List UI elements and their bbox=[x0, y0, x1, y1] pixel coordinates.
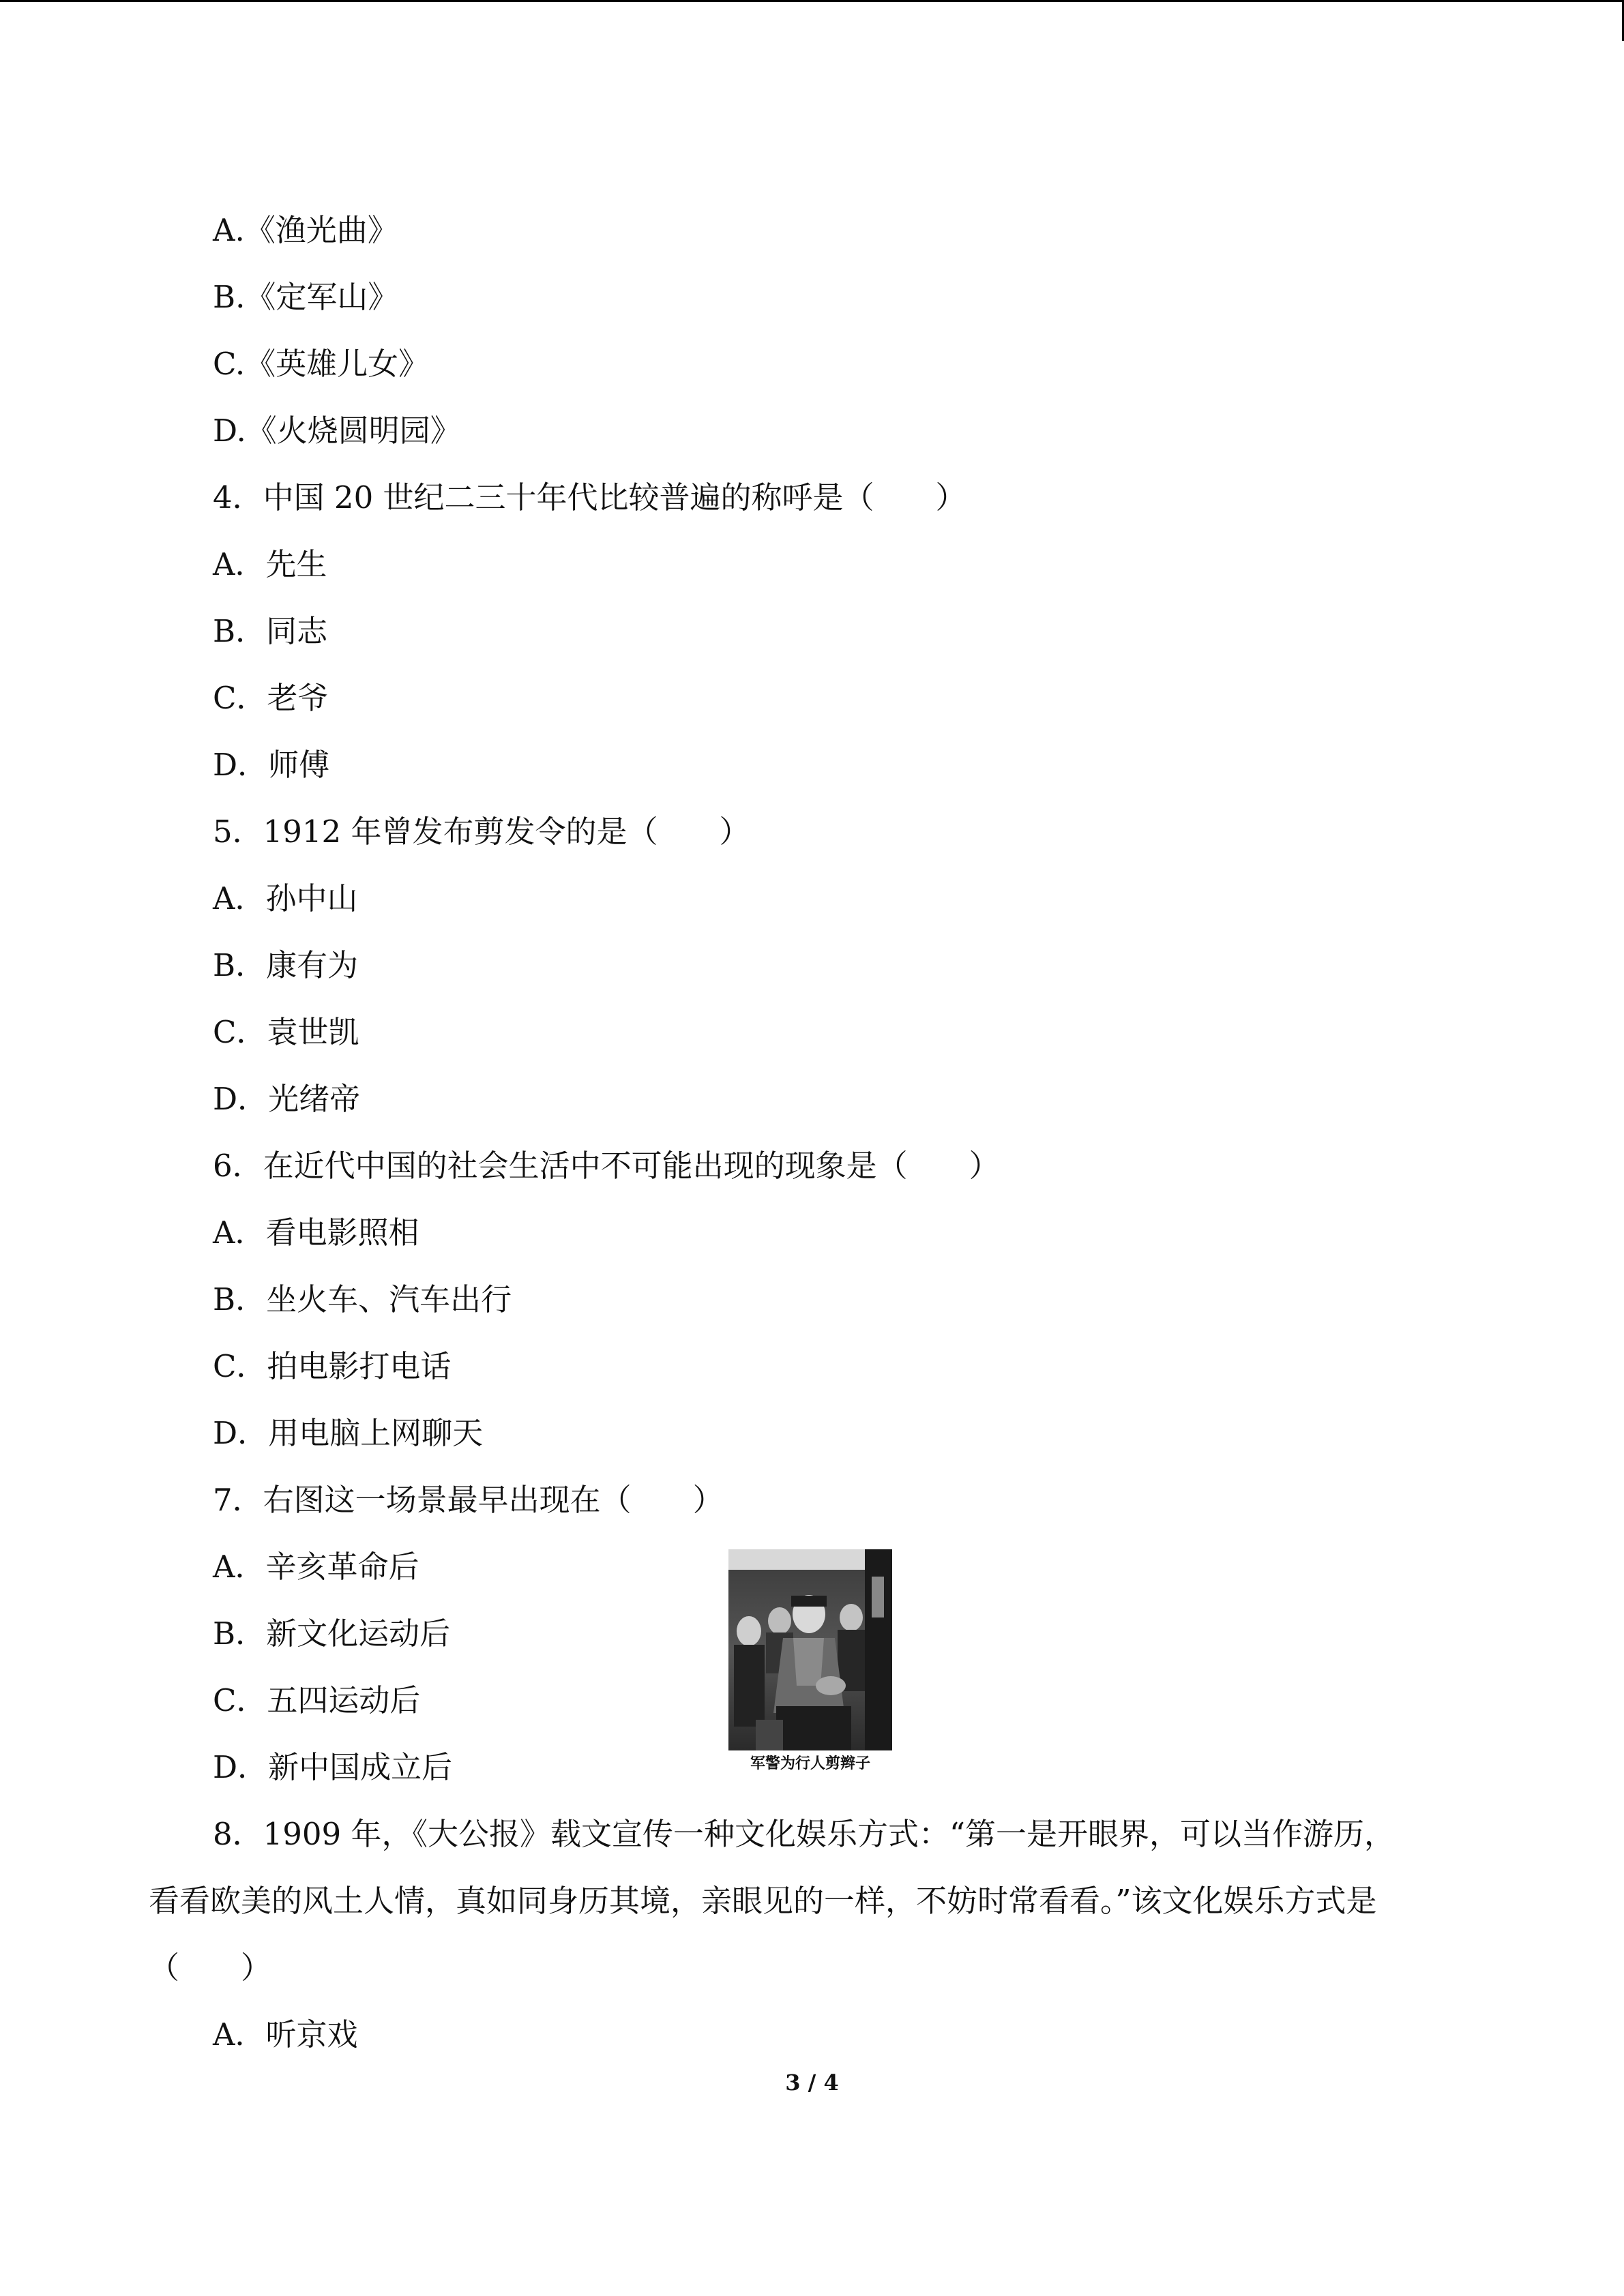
q5-option-c: C．袁世凯 bbox=[213, 1014, 359, 1050]
q5-option-d: D．光绪帝 bbox=[213, 1081, 361, 1117]
q7-figure bbox=[728, 1549, 892, 1781]
q7-option-c: C．五四运动后 bbox=[213, 1682, 421, 1718]
q6-option-b: B．坐火车、汽车出行 bbox=[213, 1281, 512, 1317]
q4-question: 4．中国 20 世纪二三十年代比较普遍的称呼是（ ） bbox=[213, 479, 966, 516]
historical-photo-image bbox=[728, 1549, 892, 1750]
q7-option-b: B．新文化运动后 bbox=[213, 1615, 451, 1652]
q8-question-line2: 看看欧美的风土人情，真如同身历其境，亲眼见的一样，不妨时常看看。”该文化娱乐方式是 bbox=[149, 1883, 1377, 1919]
q7-question: 7．右图这一场景最早出现在（ ） bbox=[213, 1482, 724, 1518]
q5-option-b: B．康有为 bbox=[213, 947, 359, 983]
q4-option-d: D．师傅 bbox=[213, 747, 330, 783]
q3-option-a: A.《渔光曲》 bbox=[213, 212, 398, 248]
q6-option-a: A．看电影照相 bbox=[213, 1214, 419, 1251]
q7-option-a: A．辛亥革命后 bbox=[213, 1549, 419, 1585]
top-border-line bbox=[0, 0, 1624, 2]
q5-option-a: A．孙中山 bbox=[213, 880, 358, 916]
q4-option-c: C．老爷 bbox=[213, 680, 329, 716]
photo-caption: 军警为行人剪辫子 bbox=[750, 1755, 870, 1772]
q4-option-b: B．同志 bbox=[213, 613, 328, 649]
q4-option-a: A．先生 bbox=[213, 546, 327, 582]
q8-question-line3: （ ） bbox=[149, 1950, 272, 1986]
q5-question: 5．1912 年曾发布剪发令的是（ ） bbox=[213, 814, 750, 850]
q8-option-a: A．听京戏 bbox=[213, 2016, 358, 2053]
q6-option-c: C．拍电影打电话 bbox=[213, 1348, 452, 1384]
q3-option-b: B.《定军山》 bbox=[213, 279, 399, 315]
page-number: 3 / 4 bbox=[785, 2070, 839, 2096]
q6-option-d: D．用电脑上网聊天 bbox=[213, 1415, 484, 1451]
q8-question-line1: 8．1909 年，《大公报》载文宣传一种文化娱乐方式：“第一是开眼界，可以当作游历， bbox=[213, 1816, 1395, 1852]
q6-question: 6．在近代中国的社会生活中不可能出现的现象是（ ） bbox=[213, 1148, 1000, 1184]
q7-option-d: D．新中国成立后 bbox=[213, 1749, 453, 1785]
q3-option-c: C.《英雄儿女》 bbox=[213, 346, 430, 382]
q3-option-d: D.《火烧圆明园》 bbox=[213, 413, 461, 449]
